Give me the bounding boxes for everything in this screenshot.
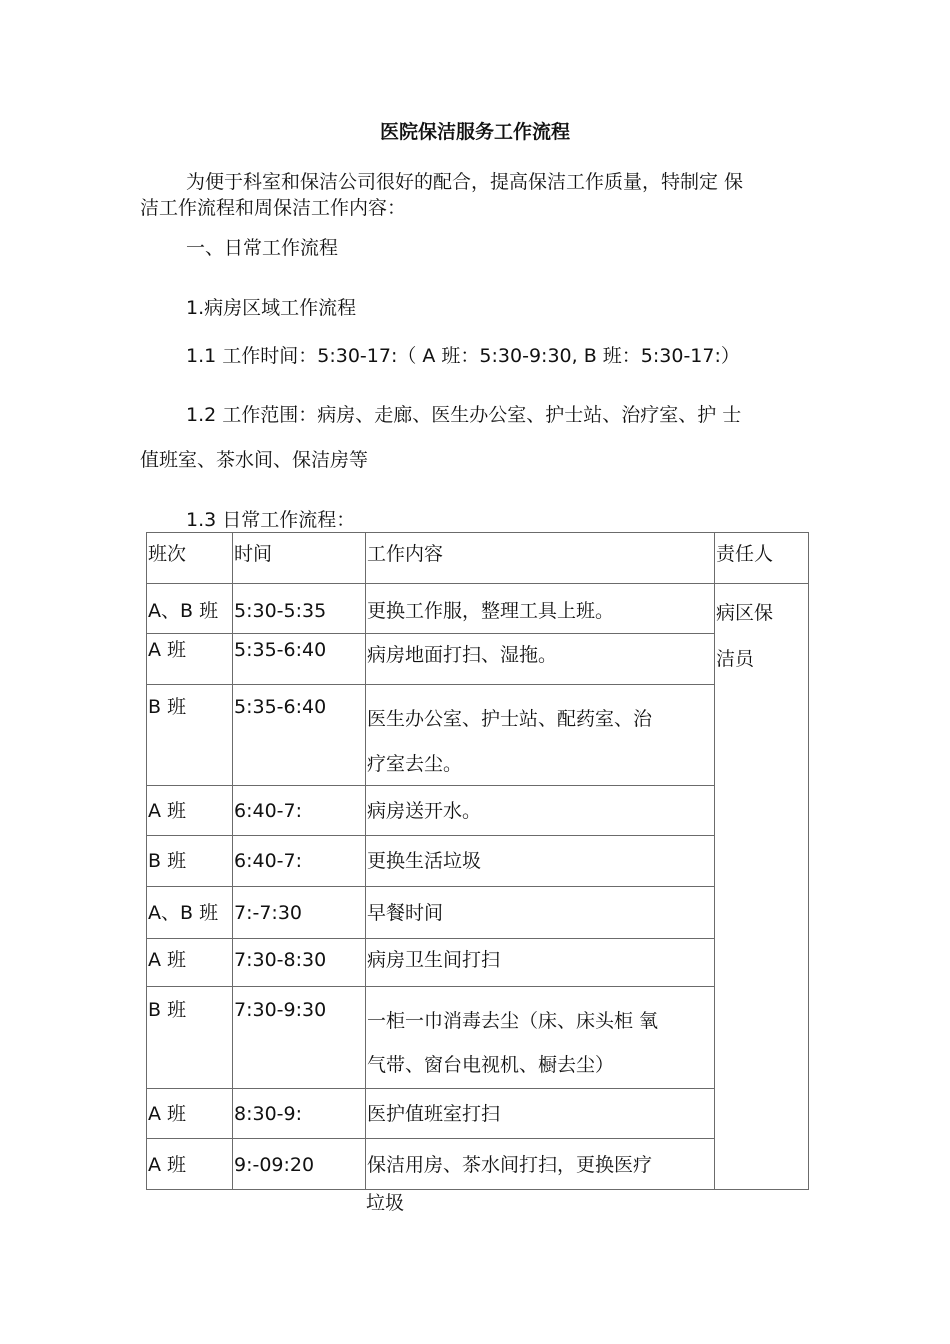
- content-cell-line-2: 气带、窗台电视机、橱去尘）: [367, 1054, 615, 1076]
- shift-cell: B 班: [148, 850, 187, 872]
- content-cell: 早餐时间: [367, 902, 444, 924]
- subsection-heading: 1.病房区域工作流程: [186, 297, 357, 319]
- content-cell: 更换生活垃圾: [367, 850, 482, 872]
- schedule-table: [146, 532, 809, 1190]
- content-cell-line-2: 疗室去尘。: [367, 753, 463, 775]
- time-cell: 8:30-9:: [234, 1103, 303, 1125]
- table-row: [147, 836, 809, 887]
- header-cell: 责任人: [715, 533, 809, 584]
- shift-cell: A 班: [148, 1154, 187, 1176]
- shift-cell: A、B 班: [148, 902, 219, 924]
- header-cell: 班次: [147, 533, 233, 584]
- responsible-line-1: 病区保: [716, 602, 774, 624]
- table-row: [147, 887, 809, 939]
- shift-cell: A 班: [148, 639, 187, 661]
- work-scope-line-2: 值班室、茶水间、保洁房等: [140, 449, 369, 471]
- section-heading: 一、日常工作流程: [186, 237, 339, 259]
- shift-cell: A 班: [148, 800, 187, 822]
- work-time: 1.1 工作时间：5:30-17:（ A 班：5:30-9:30, B 班：5:30-17:）: [186, 345, 740, 367]
- header-cell: 时间: [233, 533, 366, 584]
- content-overflow-text: 垃圾: [366, 1192, 405, 1214]
- responsible-line-2: 洁员: [716, 648, 755, 670]
- time-cell: 9:-09:20: [234, 1154, 315, 1176]
- time-cell: 5:35-6:40: [234, 696, 327, 718]
- time-cell: 6:40-7:: [234, 850, 303, 872]
- content-cell: 医护值班室打扫: [367, 1103, 501, 1125]
- content-cell: 更换工作服，整理工具上班。: [367, 600, 615, 622]
- content-cell: 一柜一巾消毒去尘（床、床头柜 氧: [367, 1010, 659, 1032]
- document-title: 医院保洁服务工作流程: [379, 121, 570, 143]
- time-cell: 5:35-6:40: [234, 639, 327, 661]
- table-row: [147, 1089, 809, 1139]
- shift-cell: B 班: [148, 999, 187, 1021]
- time-cell: 7:-7:30: [234, 902, 303, 924]
- content-cell: 病房送开水。: [367, 800, 482, 822]
- content-cell: 病房地面打扫、湿拖。: [367, 644, 558, 666]
- table-header-row: [147, 533, 809, 584]
- table-row: [147, 786, 809, 836]
- table-row: [147, 685, 809, 786]
- table-row: [147, 584, 809, 634]
- time-cell: 5:30-5:35: [234, 600, 327, 622]
- table-row: [147, 634, 809, 685]
- intro-line-2: 洁工作流程和周保洁工作内容：: [140, 197, 407, 219]
- table-row: [147, 987, 809, 1089]
- time-cell: 7:30-9:30: [234, 999, 327, 1021]
- time-cell: 7:30-8:30: [234, 949, 327, 971]
- table-row: [147, 1139, 809, 1190]
- responsible-cell: [715, 584, 809, 1190]
- content-cell: 病房卫生间打扫: [367, 949, 501, 971]
- table-row: [147, 939, 809, 987]
- shift-cell: B 班: [148, 696, 187, 718]
- shift-cell: A、B 班: [148, 600, 219, 622]
- content-cell: 保洁用房、茶水间打扫，更换医疗: [367, 1154, 653, 1176]
- header-cell: 工作内容: [366, 533, 715, 584]
- shift-cell: A 班: [148, 949, 187, 971]
- time-cell: 6:40-7:: [234, 800, 303, 822]
- daily-process-heading: 1.3 日常工作流程：: [186, 509, 356, 531]
- work-scope-line-1: 1.2 工作范围：病房、走廊、医生办公室、护士站、治疗室、护 士: [186, 404, 742, 426]
- content-cell: 医生办公室、护士站、配药室、治: [367, 708, 653, 730]
- intro-line-1: 为便于科室和保洁公司很好的配合，提高保洁工作质量，特制定 保: [186, 171, 744, 193]
- shift-cell: A 班: [148, 1103, 187, 1125]
